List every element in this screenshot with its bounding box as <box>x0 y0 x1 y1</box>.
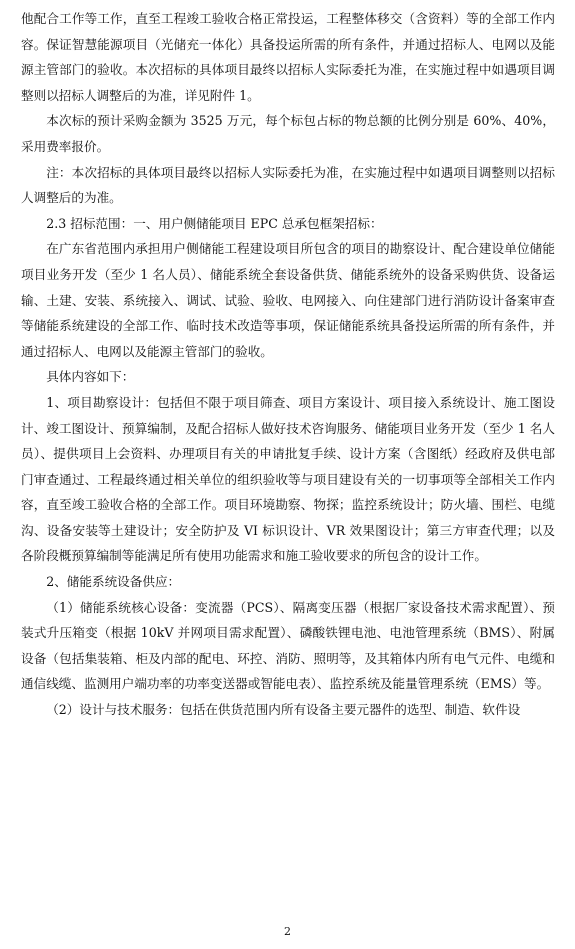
paragraph-budget: 本次标的预计采购金额为 3525 万元，每个标包占标的物总额的比例分别是 60%、40%，采用费率报价。 <box>21 113 555 154</box>
paragraph-core-equipment: （1）储能系统核心设备：变流器（PCS）、隔离变压器（根据厂家设备技术需求配置）、预装式升压箱变（根据 10kV 并网项目需求配置）、磷酸铁锂电池、电池管理系统（BMS）、附属设备（包括集装箱、柜及内部的配电、环控、消防、照明等，及其箱体内所有电气元件、电缆和通信线缆、监测用户端功率的功率变送器或智能电表）、监控系统及能量管理系统（EMS）等。 <box>21 599 555 692</box>
paragraph-equipment-supply-heading: 2、储能系统设备供应： <box>46 574 181 590</box>
document-body <box>21 6 555 723</box>
paragraph-details-intro: 具体内容如下： <box>46 369 135 385</box>
section-heading-2-3: 2.3 招标范围：一、用户侧储能项目 EPC 总承包框架招标： <box>46 215 383 231</box>
paragraph-scope-guangdong: 在广东省范围内承担用户侧储能工程建设项目所包含的项目的勘察设计、配合建设单位储能项目业务开发（至少 1 名人员）、储能系统全套设备供货、储能系统外的设备采购供货、设备运输、土建、安装、系统接入、调试、试验、验收、电网接入、向住建部门进行消防设计备案审查等储能系统建设的全部工作、临时技术改造等事项，保证储能系统具备投运所需的所有条件，并通过招标人、电网以及能源主管部门的验收。 <box>21 241 555 359</box>
paragraph-survey-design: 1、项目勘察设计：包括但不限于项目筛查、项目方案设计、项目接入系统设计、施工图设计、竣工图设计、预算编制，及配合招标人做好技术咨询服务、储能项目业务开发（至少 1 名人员）、提供项目上会资料、办理项目有关的申请批复手续、设计方案（含图纸）经政府及供电部门审查通过、工程最终通过相关单位的组织验收等与项目建设有关的一切事项等全部相关工作内容，直至竣工验收合格的全部工作。项目环境勘察、物探；监控系统设计；防火墙、围栏、电缆沟、设备安装等土建设计；安全防护及 VI 标识设计、VR 效果图设计；第三方审查代理；以及各阶段概预算编制等能满足所有使用功能需求和施工验收要求的所包含的设计工作。 <box>21 394 555 564</box>
paragraph-scope-continuation: 他配合工作等工作，直至工程竣工验收合格正常投运，工程整体移交（含资料）等的全部工作内容。保证智慧能源项目（光储充一体化）具备投运所需的所有条件，并通过招标人、电网以及能源主管部门的验收。本次招标的具体项目最终以招标人实际委托为准，在实施过程中如遇项目调整则以招标人调整后的为准，详见附件 1。 <box>21 11 555 103</box>
paragraph-note: 注：本次招标的具体项目最终以招标人实际委托为准，在实施过程中如遇项目调整则以招标人调整后的为准。 <box>21 164 555 206</box>
page-number: 2 <box>284 925 291 938</box>
paragraph-design-tech-services: （2）设计与技术服务：包括在供货范围内所有设备主要元器件的选型、制造、软件设 <box>46 702 521 718</box>
